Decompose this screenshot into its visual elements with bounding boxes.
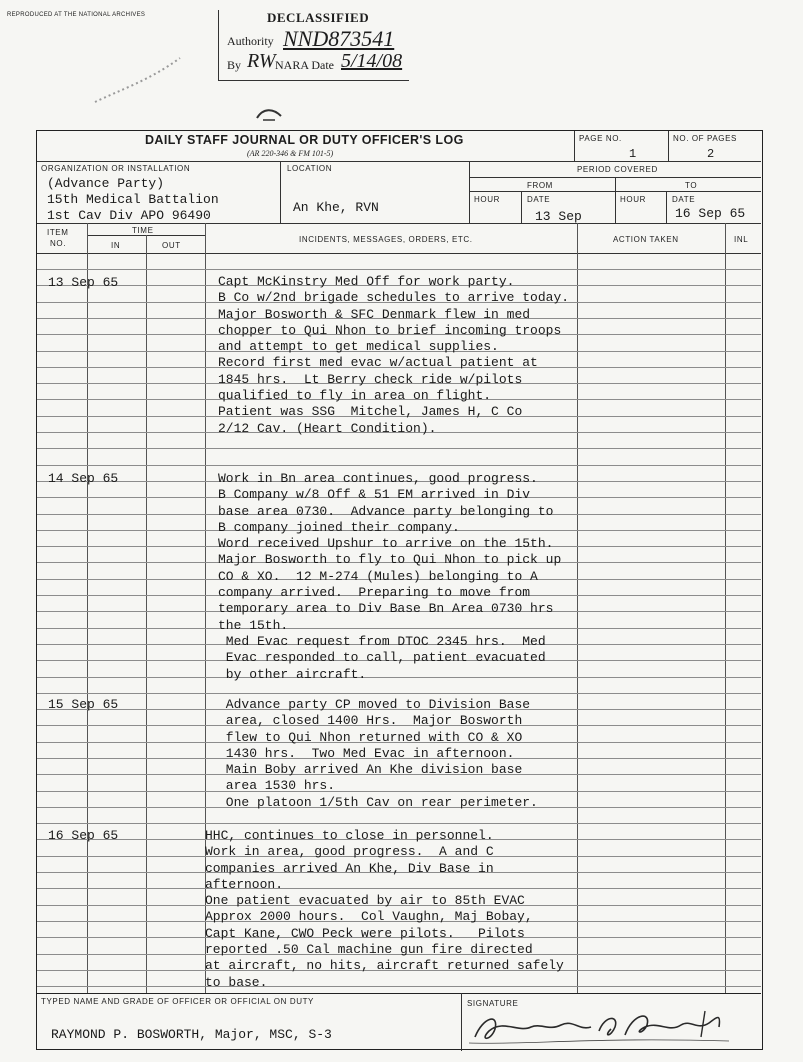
entry-line: Advance party CP moved to Division Base xyxy=(218,697,531,712)
org-line-2: 15th Medical Battalion xyxy=(47,192,219,207)
entry-line: Med Evac request from DTOC 2345 hrs. Med xyxy=(218,633,546,649)
from-date-label: DATE xyxy=(527,195,551,204)
entry-line: by other aircraft. xyxy=(218,666,367,682)
period-covered-label: PERIOD COVERED xyxy=(577,165,658,174)
from-label: FROM xyxy=(527,181,553,190)
page-no-label: PAGE NO. xyxy=(579,134,622,143)
form-subtitle: (AR 220-346 & FM 101-5) xyxy=(247,149,334,158)
entry-date-4: 16 Sep 65 xyxy=(48,828,119,843)
entry-line: Word received Upshur to arrive on the 15th. xyxy=(218,536,554,552)
nara-date-label: NARA Date xyxy=(275,58,334,72)
entry-line: Record first med evac w/actual patient at xyxy=(218,355,538,371)
entry-line: temporary area to Div Base Bn Area 0730 hrs xyxy=(218,601,554,617)
entry-line: CO & XO. 12 M-274 (Mules) belonging to A xyxy=(218,568,538,584)
col-time-label: TIME xyxy=(132,226,154,235)
emblem-mark xyxy=(255,106,283,126)
entry-line: and attempt to get medical supplies. xyxy=(218,339,499,355)
entry-date-3: 15 Sep 65 xyxy=(48,697,119,712)
entry-line: base area 0730. Advance party belonging to xyxy=(218,503,554,519)
entry-3-text xyxy=(218,697,538,811)
col-no-label: NO. xyxy=(50,239,67,248)
journal-form xyxy=(36,130,763,1050)
entry-line: to base. xyxy=(205,974,268,990)
entry-line: HHC, continues to close in personnel. xyxy=(205,828,494,843)
entry-2-text xyxy=(218,471,561,683)
signature-label: SIGNATURE xyxy=(467,999,519,1008)
col-inl-label: INL xyxy=(734,235,749,244)
entry-line: Capt McKinstry Med Off for work party. xyxy=(218,274,515,289)
entry-line: Evac responded to call, patient evacuated xyxy=(218,650,546,666)
entry-4-text xyxy=(205,828,564,991)
entry-line: B Company w/8 Off & 51 EM arrived in Div xyxy=(218,487,531,503)
entry-line: Major Bosworth & SFC Denmark flew in med xyxy=(218,306,531,322)
entry-line: 1845 hrs. Lt Berry check ride w/pilots xyxy=(218,371,523,387)
entry-line: One patient evacuated by air to 85th EVAC xyxy=(205,893,525,909)
entry-1-text xyxy=(218,274,569,437)
no-of-pages-label: NO. OF PAGES xyxy=(673,134,737,143)
to-label: TO xyxy=(685,181,698,190)
declassified-stamp xyxy=(218,10,409,81)
location-value: An Khe, RVN xyxy=(293,200,379,215)
entry-line: B company joined their company. xyxy=(218,519,460,535)
ruled-line xyxy=(37,269,761,270)
scan-smudge-mark xyxy=(90,50,210,110)
ruled-line xyxy=(37,823,761,824)
entry-line: area 1530 hrs. xyxy=(218,778,336,794)
ruled-line xyxy=(37,448,761,449)
entry-line: Patient was SSG Mitchel, James H, C Co xyxy=(218,404,523,420)
entry-line: chopper to Qui Nhon to brief incoming troops xyxy=(218,322,562,338)
entry-line: Work in Bn area continues, good progress. xyxy=(218,471,538,486)
entry-line: qualified to fly in area on flight. xyxy=(218,388,492,404)
by-label: By xyxy=(227,58,242,72)
col-item-label: ITEM xyxy=(47,228,69,237)
entry-line: flew to Qui Nhon returned with CO & XO xyxy=(218,729,523,745)
col-in-label: IN xyxy=(111,241,121,250)
archives-marking: REPRODUCED AT THE NATIONAL ARCHIVES xyxy=(7,12,146,18)
col-out-label: OUT xyxy=(162,241,181,250)
by-value: RW xyxy=(247,50,276,72)
org-line-3: 1st Cav Div APO 96490 xyxy=(47,208,211,223)
entry-line: One platoon 1/5th Cav on rear perimeter. xyxy=(218,794,538,810)
col-action-label: ACTION TAKEN xyxy=(613,235,679,244)
officer-name: RAYMOND P. BOSWORTH, Major, MSC, S-3 xyxy=(51,1027,332,1042)
entry-line: companies arrived An Khe, Div Base in xyxy=(205,860,494,876)
org-line-1: (Advance Party) xyxy=(47,176,165,191)
entry-line: Main Boby arrived An Khe division base xyxy=(218,762,523,778)
entry-line: area, closed 1400 Hrs. Major Bosworth xyxy=(218,713,523,729)
ruled-line xyxy=(37,693,761,694)
form-title: DAILY STAFF JOURNAL OR DUTY OFFICER'S LOG xyxy=(145,133,464,147)
entry-line: Capt Kane, CWO Peck were pilots. Pilots xyxy=(205,925,525,941)
col-incidents-label: INCIDENTS, MESSAGES, ORDERS, ETC. xyxy=(299,235,473,244)
location-label: LOCATION xyxy=(287,164,333,173)
no-of-pages-value: 2 xyxy=(707,147,715,161)
officer-label: TYPED NAME AND GRADE OF OFFICER OR OFFICIAL ON DUTY xyxy=(41,997,314,1006)
entry-date-2: 14 Sep 65 xyxy=(48,471,119,486)
page-no-value: 1 xyxy=(629,147,637,161)
declassified-title: DECLASSIFIED xyxy=(267,10,370,25)
declass-date-value: 5/14/08 xyxy=(341,50,403,72)
entry-line: at aircraft, no hits, aircraft returned safely xyxy=(205,958,564,974)
entry-line: B Co w/2nd brigade schedules to arrive today. xyxy=(218,290,570,306)
signature-image xyxy=(469,1007,739,1047)
entry-line: 2/12 Cav. (Heart Condition). xyxy=(218,420,437,436)
to-date-value: 16 Sep 65 xyxy=(675,206,746,221)
entry-line: Major Bosworth to fly to Qui Nhon to pick up xyxy=(218,552,562,568)
entry-line: reported .50 Cal machine gun fire directed xyxy=(205,942,533,958)
from-date-value: 13 Sep xyxy=(535,209,582,224)
entry-line: company arrived. Preparing to move from xyxy=(218,585,531,601)
to-date-label: DATE xyxy=(672,195,696,204)
entry-date-1: 13 Sep 65 xyxy=(48,275,119,290)
org-label: ORGANIZATION OR INSTALLATION xyxy=(41,164,191,173)
entry-line: afternoon. xyxy=(205,876,284,892)
to-hour-label: HOUR xyxy=(620,195,646,204)
authority-label: Authority xyxy=(227,34,274,48)
entry-line: Work in area, good progress. A and C xyxy=(205,844,494,860)
ruled-line xyxy=(37,465,761,466)
entry-line: the 15th. xyxy=(218,617,289,633)
entry-line: Approx 2000 hours. Col Vaughn, Maj Bobay, xyxy=(205,909,533,925)
entry-line: 1430 hrs. Two Med Evac in afternoon. xyxy=(218,745,515,761)
authority-value: NND873541 xyxy=(283,26,395,51)
from-hour-label: HOUR xyxy=(474,195,500,204)
